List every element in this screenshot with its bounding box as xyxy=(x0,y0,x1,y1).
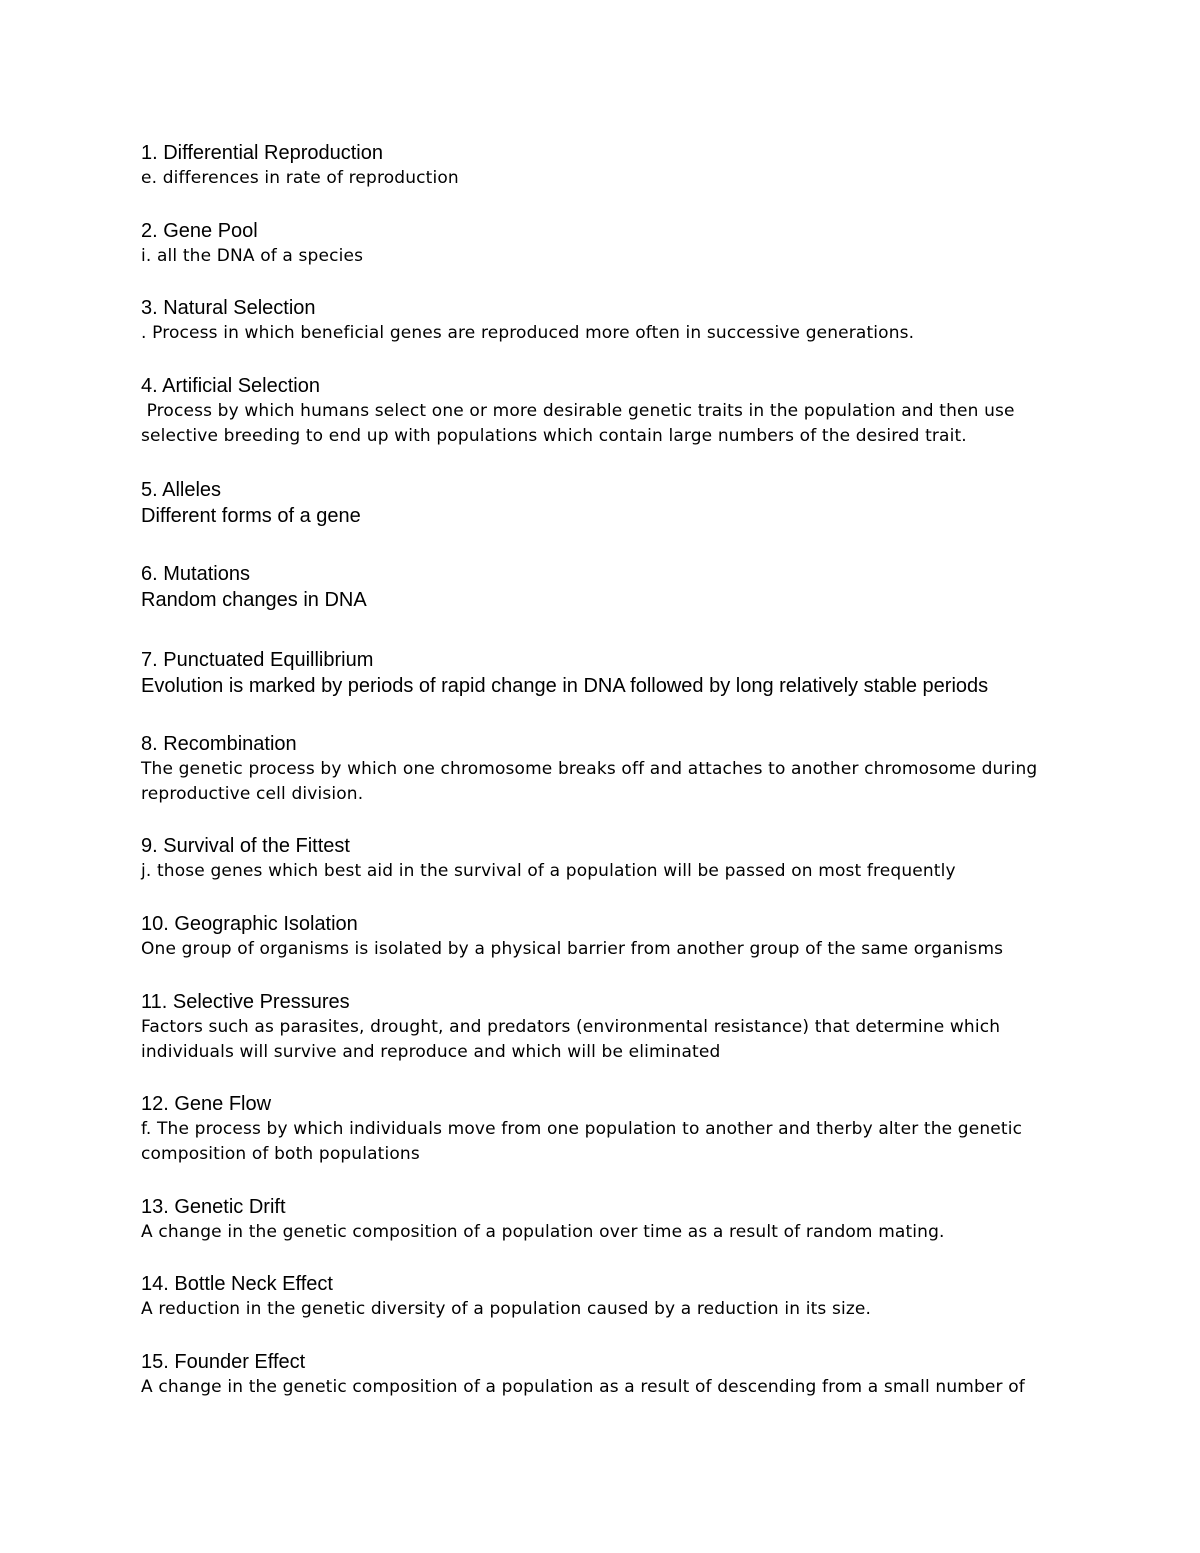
entry-definition: Factors such as parasites, drought, and predators (environmental resistance) that determine which individuals will survive and reproduce and which will be eliminated xyxy=(141,1017,1001,1062)
entry-term: 6. Mutations xyxy=(141,563,250,585)
entry-term: 4. Artificial Selection xyxy=(141,375,320,397)
entry-alleles xyxy=(141,477,361,530)
entry-term: 1. Differential Reproduction xyxy=(141,142,383,164)
entry-founder-effect xyxy=(141,1349,1025,1400)
entry-definition: e. differences in rate of reproduction xyxy=(141,168,459,188)
entry-punctuated-equilibrium xyxy=(141,647,988,700)
entry-mutations xyxy=(141,561,367,614)
entry-term: 5. Alleles xyxy=(141,479,222,501)
entry-recombination xyxy=(141,731,1081,807)
entry-geographic-isolation xyxy=(141,911,1003,962)
entry-definition: One group of organisms is isolated by a physical barrier from another group of the same organisms xyxy=(141,939,1004,959)
entry-selective-pressures xyxy=(141,989,1081,1065)
entry-definition: A change in the genetic composition of a population over time as a result of random mating. xyxy=(141,1222,945,1242)
entry-genetic-drift xyxy=(141,1194,945,1245)
entry-term: 8. Recombination xyxy=(141,733,297,755)
entry-definition: f. The process by which individuals move from one population to another and therby alter the genetic composition of both populations xyxy=(141,1119,1023,1164)
entry-definition: A reduction in the genetic diversity of a population caused by a reduction in its size. xyxy=(141,1299,872,1319)
entry-definition: Different forms of a gene xyxy=(141,505,361,527)
entry-term: 14. Bottle Neck Effect xyxy=(141,1273,333,1295)
entry-term: 9. Survival of the Fittest xyxy=(141,835,350,857)
entry-gene-pool xyxy=(141,218,363,269)
entry-gene-flow xyxy=(141,1091,1081,1167)
entry-term: 15. Founder Effect xyxy=(141,1351,306,1373)
entry-definition: Evolution is marked by periods of rapid change in DNA followed by long relatively stable periods xyxy=(141,675,989,697)
entry-definition: A change in the genetic composition of a population as a result of descending from a small number of xyxy=(141,1377,1025,1397)
entry-natural-selection xyxy=(141,295,914,346)
entry-term: 3. Natural Selection xyxy=(141,297,316,319)
entry-bottle-neck-effect xyxy=(141,1271,871,1322)
entry-term: 12. Gene Flow xyxy=(141,1093,272,1115)
entry-term: 7. Punctuated Equillibrium xyxy=(141,649,374,671)
entry-definition: . Process in which beneficial genes are reproduced more often in successive generations. xyxy=(141,323,915,343)
entry-definition: j. those genes which best aid in the survival of a population will be passed on most frequently xyxy=(141,861,956,881)
entry-definition: i. all the DNA of a species xyxy=(141,246,364,266)
entry-term: 10. Geographic Isolation xyxy=(141,913,358,935)
entry-term: 11. Selective Pressures xyxy=(141,991,350,1013)
entry-artificial-selection xyxy=(141,373,1081,449)
entry-definition: The genetic process by which one chromosome breaks off and attaches to another chromosome during reproductive cell division. xyxy=(141,759,1038,804)
entry-term: 13. Genetic Drift xyxy=(141,1196,286,1218)
entry-term: 2. Gene Pool xyxy=(141,220,258,242)
entry-definition: Process by which humans select one or more desirable genetic traits in the population and then use selective breeding to end up with populations which contain large numbers of the desired trait. xyxy=(141,401,1021,446)
entry-definition: Random changes in DNA xyxy=(141,589,367,611)
entry-survival-of-the-fittest xyxy=(141,833,956,884)
entry-differential-reproduction xyxy=(141,140,459,191)
